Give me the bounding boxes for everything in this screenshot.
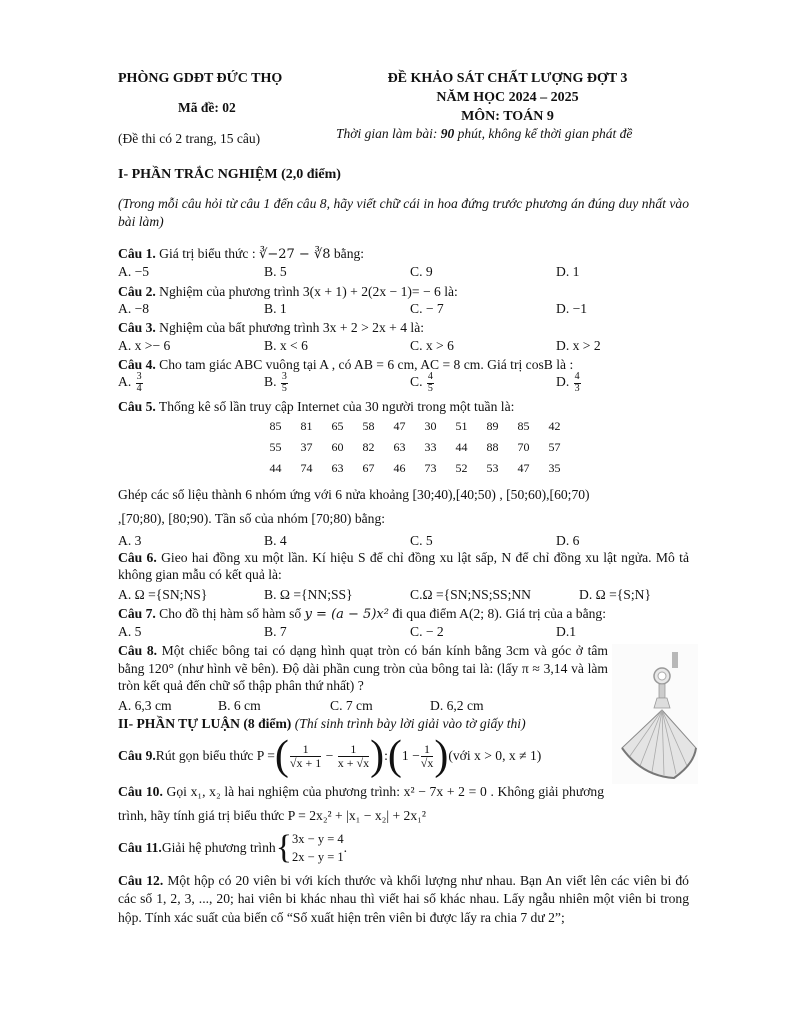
q3-option-b: B. x < 6 xyxy=(264,338,308,353)
q4-option-b: B. $\frac{3}{5}$ xyxy=(264,371,287,394)
table-cell: 63 xyxy=(331,461,344,475)
equation-2: 2x − y = 1 xyxy=(292,850,344,864)
table-cell: 74 xyxy=(300,461,313,475)
table-cell: 53 xyxy=(486,461,499,475)
table-cell: 47 xyxy=(517,461,530,475)
q1-option-b: B. 5 xyxy=(264,264,287,279)
q2-option-d: D. −1 xyxy=(556,301,588,316)
table-cell: 81 xyxy=(300,419,313,433)
q5-option-a: A. 3 xyxy=(118,533,142,548)
table-row xyxy=(260,458,570,479)
table-cell: 42 xyxy=(548,419,561,433)
question-12: Câu 12. Một hộp có 20 viên bi với kích thước và khối lượng như nhau. Bạn An viết lên các viên bi đó các số 1, 2, 3, ..., 20; hai viên bi khác nhau thì viết hai số khác nhau. Lấy ngẫu nhiên một viên bi trong hộp. Tính xác suất của biến cố “Số xuất hiện trên viên bi được lấy ra chia 7 dư 2”; xyxy=(118,873,689,925)
q5-option-c: C. 5 xyxy=(410,533,433,548)
question-10: Câu 10. Gọi x₁, x₂ là hai nghiệm của phương trình: x² − 7x + 2 = 0 . Không giải phương trình, hãy tính giá trị biểu thức P = 2x₂² + |x₁ − x₂| + 2x₁² xyxy=(118,784,604,823)
question-1: Câu 1. Giá trị biểu thức : ∛−27 − ∛8 bằng: xyxy=(118,246,365,262)
table-cell: 30 xyxy=(424,419,437,433)
q2-option-c: C. − 7 xyxy=(410,301,444,316)
table-cell: 82 xyxy=(362,440,375,454)
exam-code: Mã đề: 02 xyxy=(178,100,236,115)
table-cell: 44 xyxy=(269,461,282,475)
exam-title: ĐỀ KHẢO SÁT CHẤT LƯỢNG ĐỢT 3 xyxy=(387,71,628,86)
table-cell: 73 xyxy=(424,461,437,475)
q6-option-d: D. Ω ={S;N} xyxy=(579,587,651,602)
table-cell: 44 xyxy=(455,440,468,454)
table-cell: 60 xyxy=(331,440,344,454)
table-cell: 33 xyxy=(424,440,437,454)
part1-instruction: (Trong mỗi câu hỏi từ câu 1 đến câu 8, hãy viết chữ cái in hoa đứng trước phương án đúng duy nhất vào bài làm) xyxy=(118,196,689,229)
table-cell: 70 xyxy=(517,440,530,454)
part1-heading: I- PHẦN TRẮC NGHIỆM (2,0 điểm) xyxy=(118,167,341,182)
question-4: Câu 4. Cho tam giác ABC vuông tại A , có AB = 6 cm, AC = 8 cm. Giá trị cosB là : xyxy=(118,357,574,372)
q3-option-a: A. x >− 6 xyxy=(118,338,171,353)
q5-option-b: B. 4 xyxy=(264,533,287,548)
q7-option-d: D.1 xyxy=(556,624,577,639)
time-note: Thời gian làm bài: 90 phút, không kể thời gian phát đề xyxy=(336,126,633,141)
q8-option-b: B. 6 cm xyxy=(218,698,261,713)
table-cell: 63 xyxy=(393,440,406,454)
question-6: Câu 6. Gieo hai đồng xu một lần. Kí hiệu S để chỉ đồng xu lật sấp, N để chỉ đồng xu lật ngửa. Mô tả không gian mẫu có kết quả là: xyxy=(118,550,689,582)
table-cell: 85 xyxy=(269,419,282,433)
q6-option-b: B. Ω ={NN;SS} xyxy=(264,587,353,602)
q2-option-b: B. 1 xyxy=(264,301,287,316)
data-table xyxy=(260,416,570,479)
table-cell: 65 xyxy=(331,419,344,433)
dept-name: PHÒNG GDĐT ĐỨC THỌ xyxy=(118,71,283,86)
table-row xyxy=(260,437,570,458)
question-7: Câu 7. Cho đồ thị hàm số hàm số y = (a − 5)x² đi qua điểm A(2; 8). Giá trị của a bằng: xyxy=(118,606,606,622)
subject: MÔN: TOÁN 9 xyxy=(461,109,554,124)
q8-option-c: C. 7 cm xyxy=(330,698,373,713)
table-cell: 89 xyxy=(486,419,499,433)
question-2: Câu 2. Nghiệm của phương trình 3(x + 1) + 2(2x − 1)= − 6 là: xyxy=(118,284,458,299)
question-11: Câu 11. Giải hệ phương trình { 3x − y = 4 2x − y = 1 . xyxy=(118,829,348,866)
q7-option-b: B. 7 xyxy=(264,624,287,639)
table-cell: 35 xyxy=(548,461,561,475)
table-cell: 52 xyxy=(455,461,468,475)
part2-heading: II- PHẦN TỰ LUẬN (8 điểm) (Thí sinh trình bày lời giải vào tờ giấy thi) xyxy=(118,716,526,731)
question-8: Câu 8. Một chiếc bông tai có dạng hình quạt tròn có bán kính bằng 3cm và góc ở tâm bằng 120° (như hình vẽ bên). Độ dài phần cung tròn của bông tai là: (lấy π ≈ 3,14 và làm tròn kết quả đến chữ số thập phân thứ nhất) ? xyxy=(118,643,608,694)
table-cell: 37 xyxy=(300,440,313,454)
table-cell: 67 xyxy=(362,461,375,475)
table-cell: 51 xyxy=(455,419,468,433)
equation-system xyxy=(292,830,344,866)
q8-option-d: D. 6,2 cm xyxy=(430,698,484,713)
q5-group-text-1: Ghép các số liệu thành 6 nhóm ứng với 6 nửa khoảng [30;40),[40;50) , [50;60),[60;70) xyxy=(118,487,590,502)
question-3: Câu 3. Nghiệm của bất phương trình 3x + 2 > 2x + 4 là: xyxy=(118,320,425,335)
table-cell: 55 xyxy=(269,440,282,454)
q5-option-d: D. 6 xyxy=(556,533,580,548)
table-cell: 57 xyxy=(548,440,561,454)
pages-note: (Đề thi có 2 trang, 15 câu) xyxy=(118,131,261,146)
q4-option-d: D. $\frac{4}{3}$ xyxy=(556,371,580,394)
q8-option-a: A. 6,3 cm xyxy=(118,698,172,713)
question-9: Câu 9. Rút gọn biểu thức P = ( $\frac{1}{√x + 1}$ − $\frac{1}{x + √x}$ ) : ( 1 − $\frac{1}{√x}$ ) (với x > 0, x ≠ 1) xyxy=(118,733,542,779)
q5-group-text-2: ,[70;80), [80;90). Tần số của nhóm [70;80) bằng: xyxy=(118,511,386,526)
q6-option-c: C.Ω ={SN;NS;SS;NN xyxy=(410,587,531,602)
school-year: NĂM HỌC 2024 – 2025 xyxy=(436,90,579,105)
table-cell: 85 xyxy=(517,419,530,433)
table-cell: 88 xyxy=(486,440,499,454)
q3-option-c: C. x > 6 xyxy=(410,338,454,353)
equation-1: 3x − y = 4 xyxy=(292,831,344,846)
table-cell: 46 xyxy=(393,461,406,475)
q7-option-a: A. 5 xyxy=(118,624,142,639)
q1-option-d: D. 1 xyxy=(556,264,580,279)
q4-option-c: C. $\frac{4}{5}$ xyxy=(410,371,433,394)
q2-option-a: A. −8 xyxy=(118,301,150,316)
table-row xyxy=(260,416,570,437)
q3-option-d: D. x > 2 xyxy=(556,338,601,353)
table-cell: 58 xyxy=(362,419,375,433)
q1-option-a: A. −5 xyxy=(118,264,150,279)
table-cell: 47 xyxy=(393,419,406,433)
q7-option-c: C. − 2 xyxy=(410,624,444,639)
q1-option-c: C. 9 xyxy=(410,264,433,279)
earring-illustration xyxy=(612,644,698,784)
q4-option-a: A. $\frac{3}{4}$ xyxy=(118,371,142,394)
question-5: Câu 5. Thống kê số lần truy cập Internet của 30 người trong một tuần là: xyxy=(118,399,515,414)
q6-option-a: A. Ω ={SN;NS} xyxy=(118,587,208,602)
